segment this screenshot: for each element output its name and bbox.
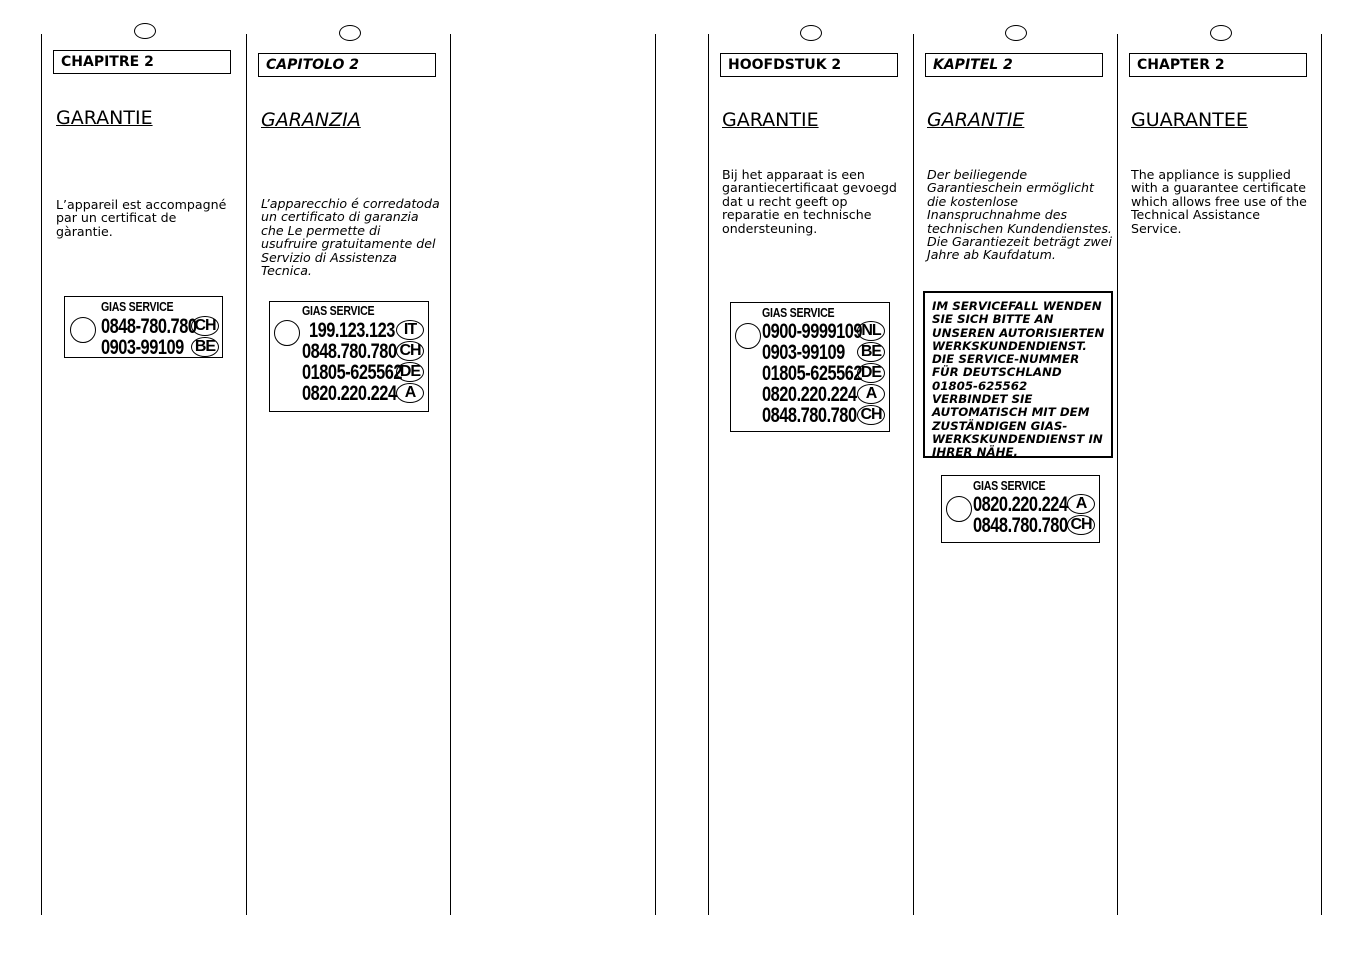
country-code-badge: A: [1067, 494, 1095, 514]
service-box: [941, 475, 1100, 543]
service-row: [762, 342, 888, 363]
service-notice-box: IM SERVICEFALL WENDEN SIE SICH BITTE AN UNSEREN AUTORISIERTEN WERKSKUNDENDIENST. DIE SERVICE-NUMMER FÜR DEUTSCHLAND 01805-625562 VERBINDET SIE AUTOMATISCH MIT DEM ZUSTÄNDIGEN GIAS-WERKSKUNDENDIENST IN IHRER NÄHE.: [923, 291, 1113, 458]
service-box: [269, 301, 429, 412]
logo-circle-icon: [274, 320, 300, 346]
country-code-badge: CH: [857, 405, 885, 425]
service-row: [101, 316, 221, 337]
country-code-badge: A: [396, 383, 424, 403]
column-divider: [246, 34, 247, 915]
column-divider: [708, 34, 709, 915]
column-divider: [1321, 34, 1322, 915]
service-number: 0848.780.780: [762, 404, 857, 427]
section-text: L’apparecchio é corredatoda un certificato di garanzia che Le permette di usufruire gratuitamente del Servizio di Assistenza Tecnica.: [261, 196, 440, 279]
section-title: GUARANTEE: [1131, 109, 1248, 131]
section-text: The appliance is supplied with a guarantee certificate which allows free use of the Technical Assistance Service.: [1131, 167, 1307, 236]
service-row: [973, 494, 1098, 515]
service-row: [762, 321, 888, 342]
service-number: 01805-625562: [762, 362, 863, 385]
section-title: GARANTIE: [927, 109, 1025, 131]
service-row: [973, 515, 1098, 536]
service-header: GIAS SERVICE: [101, 300, 174, 314]
chapter-heading: CAPITOLO 2: [258, 53, 436, 77]
country-code-badge: BE: [191, 337, 219, 357]
service-row: [302, 320, 426, 341]
service-header: GIAS SERVICE: [762, 306, 835, 320]
section-text: Bij het apparaat is een garantiecertificaat gevoegd dat u recht geeft op reparatie en technische ondersteuning.: [722, 167, 897, 236]
service-number: 0848.780.780: [973, 514, 1068, 537]
column-divider: [41, 34, 42, 915]
service-number: 0820.220.224: [762, 383, 857, 406]
service-row: [302, 341, 426, 362]
service-number: 0900-9999109: [762, 320, 863, 343]
chapter-heading: CHAPTER 2: [1129, 53, 1307, 77]
section-title: GARANTIE: [56, 107, 153, 129]
logo-circle-icon: [946, 496, 972, 522]
column-divider: [913, 34, 914, 915]
section-title: GARANTIE: [722, 109, 819, 131]
logo-circle-icon: [70, 317, 96, 343]
service-row: [101, 337, 221, 358]
column-divider: [450, 34, 451, 915]
country-code-badge: IT: [396, 320, 424, 340]
column-divider: [1117, 34, 1118, 915]
chapter-heading: KAPITEL 2: [925, 53, 1103, 77]
country-code-badge: BE: [857, 342, 885, 362]
service-number: 0820.220.224: [302, 382, 397, 405]
service-number: 199.123.123: [309, 319, 395, 342]
country-code-badge: DE: [857, 363, 885, 383]
country-code-badge: A: [857, 384, 885, 404]
service-header: GIAS SERVICE: [973, 479, 1046, 493]
service-box: [64, 296, 223, 358]
service-box: [730, 302, 890, 432]
service-row: [762, 363, 888, 384]
language-flag-icon: [134, 23, 156, 39]
service-row: [302, 362, 426, 383]
country-code-badge: CH: [1067, 515, 1095, 535]
service-number: 0848.780.780: [302, 340, 397, 363]
service-header: GIAS SERVICE: [302, 304, 375, 318]
language-flag-icon: [1210, 25, 1232, 41]
service-row: [762, 405, 888, 426]
logo-circle-icon: [735, 323, 761, 349]
service-number: 0903-99109: [762, 341, 845, 364]
language-flag-icon: [1005, 25, 1027, 41]
country-code-badge: CH: [396, 341, 424, 361]
chapter-heading: CHAPITRE 2: [53, 50, 231, 74]
section-text: Der beiliegende Garantieschein ermöglicht die kostenlose Inanspruchnahme des technischen Kundendienstes. Die Garantiezeit beträgt zwei Jahre ab Kaufdatum.: [927, 167, 1112, 263]
section-title: GARANZIA: [261, 109, 361, 131]
section-text: L’appareil est accompagné par un certificat de gàrantie.: [56, 197, 227, 239]
service-number: 0820.220.224: [973, 493, 1068, 516]
country-code-badge: NL: [857, 321, 885, 341]
column-divider: [655, 34, 656, 915]
service-row: [302, 383, 426, 404]
service-number: 0848-780.780: [101, 315, 197, 338]
service-number: 0903-99109: [101, 336, 184, 359]
service-number: 01805-625562: [302, 361, 403, 384]
service-row: [762, 384, 888, 405]
language-flag-icon: [800, 25, 822, 41]
language-flag-icon: [339, 25, 361, 41]
country-code-badge: CH: [191, 316, 219, 336]
chapter-heading: HOOFDSTUK 2: [720, 53, 898, 77]
country-code-badge: DE: [396, 362, 424, 382]
